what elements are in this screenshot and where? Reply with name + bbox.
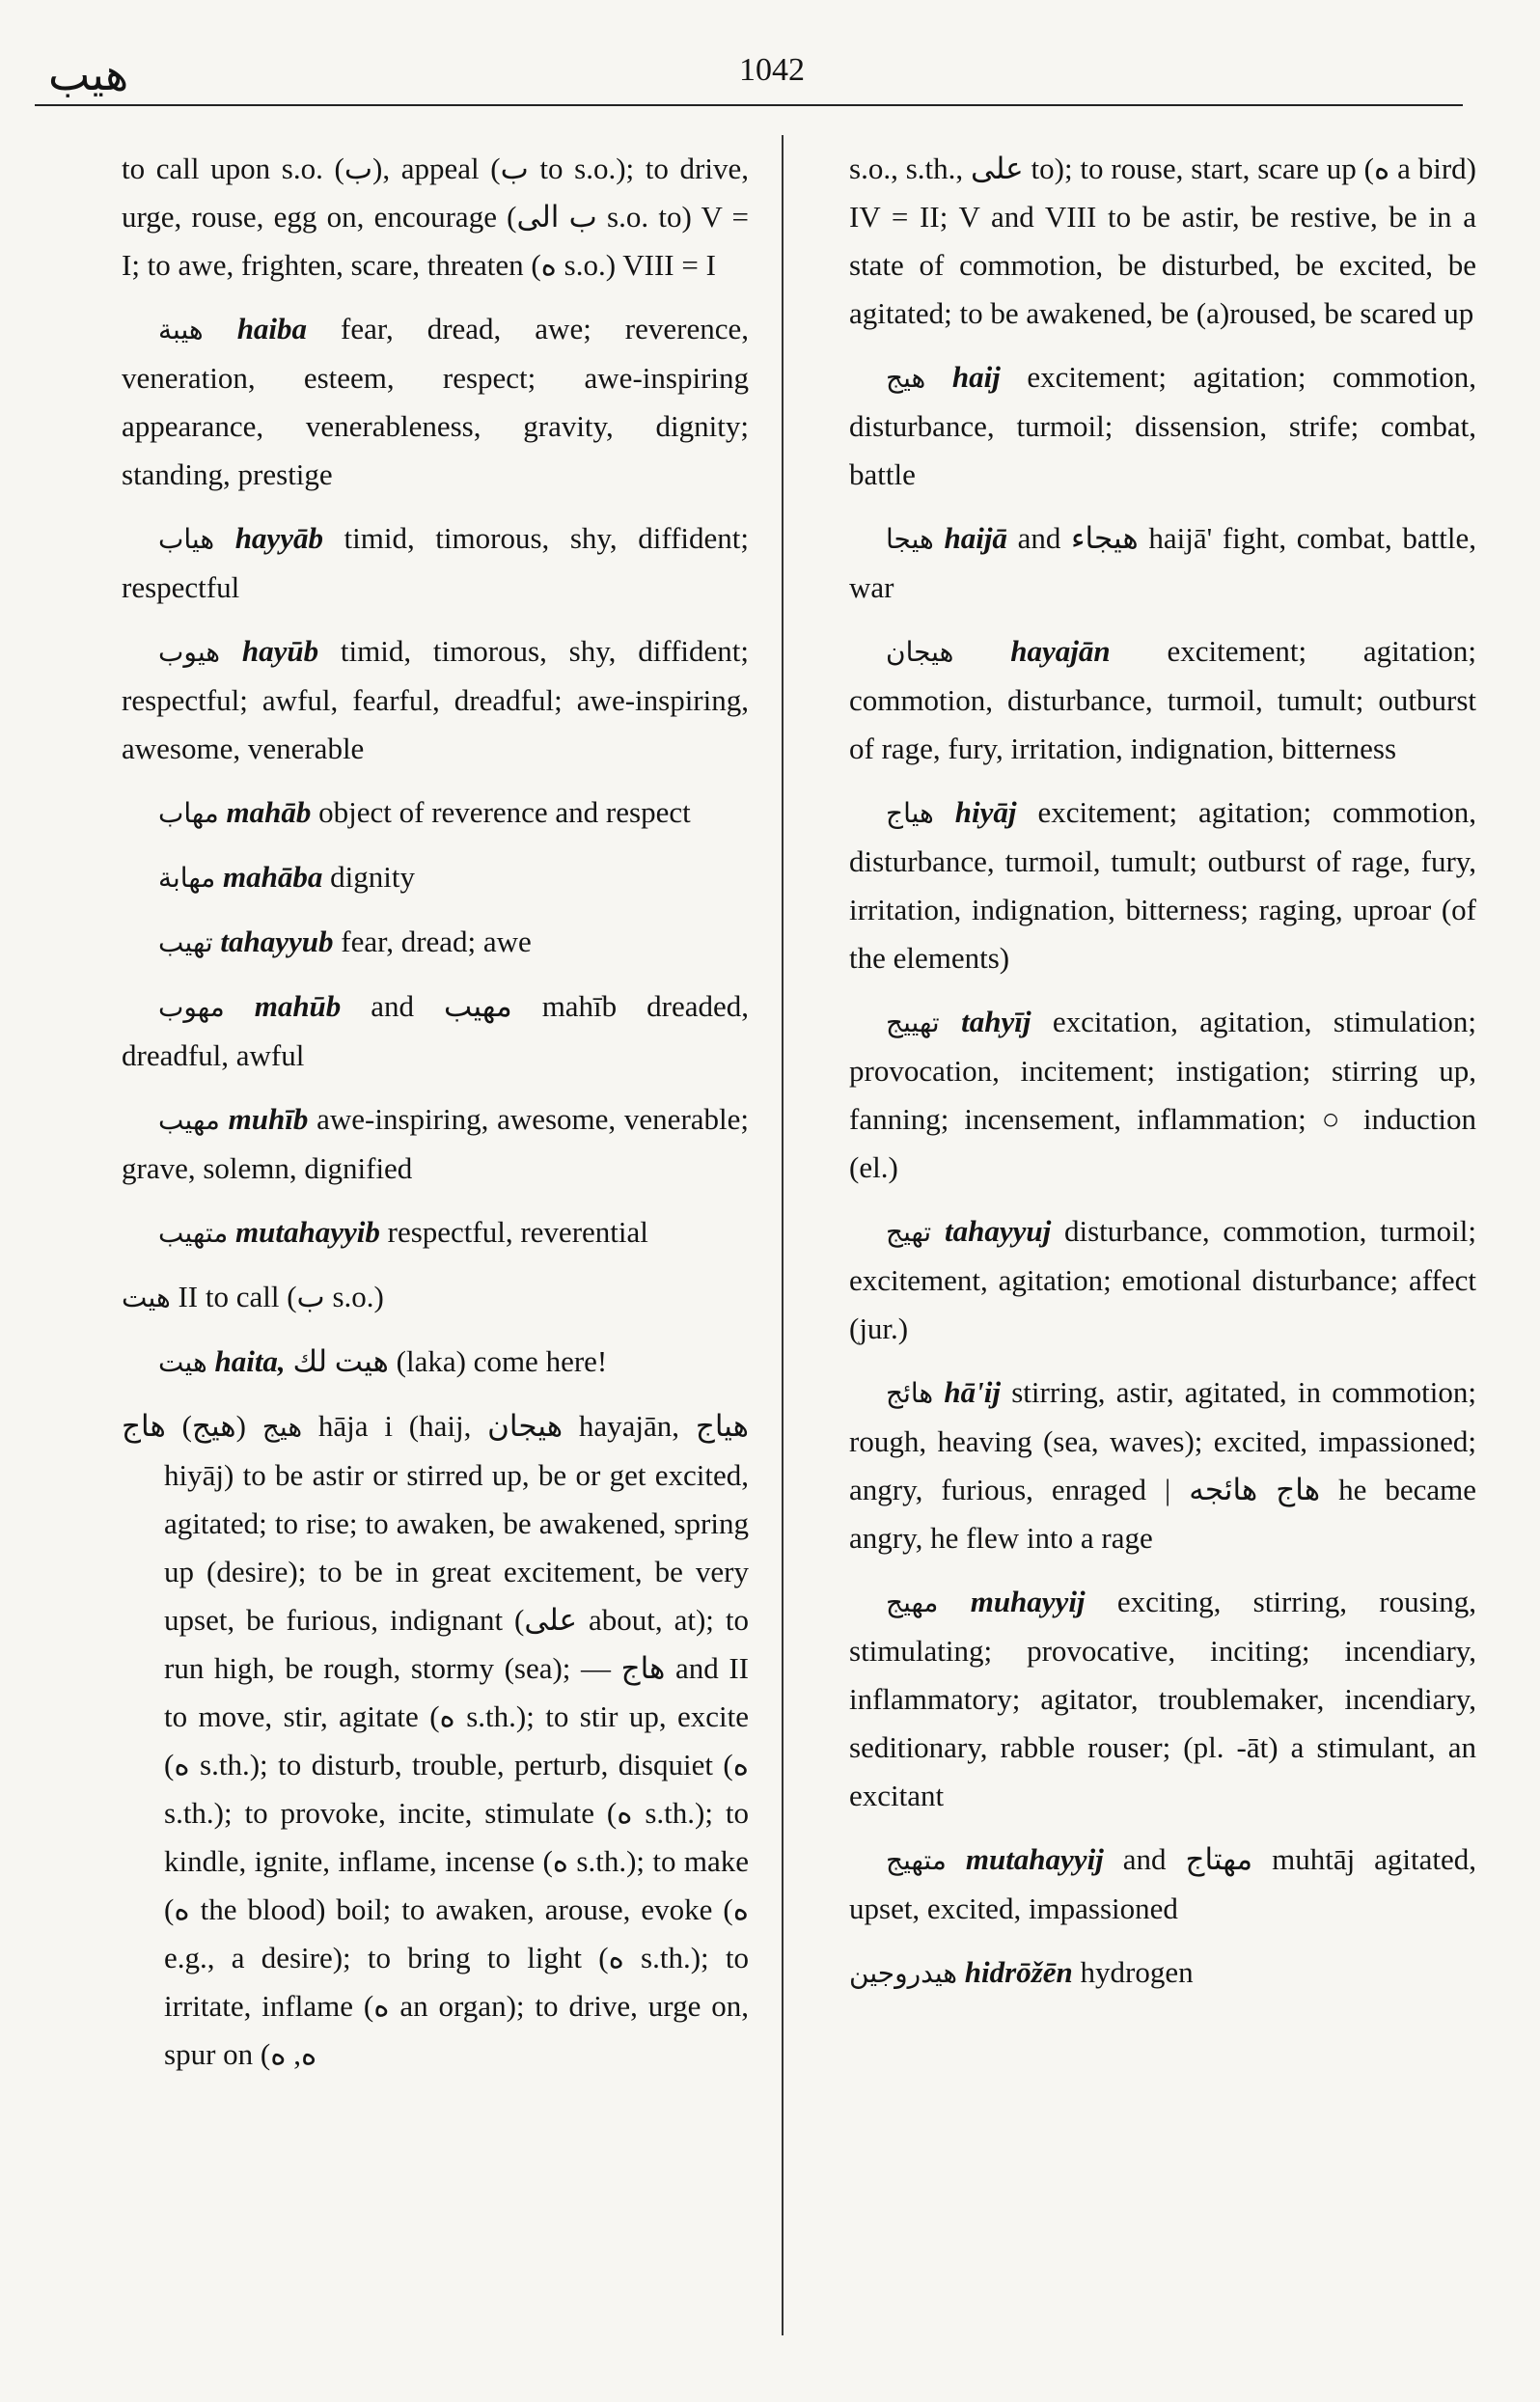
arabic-headword: متهيب xyxy=(158,1217,229,1249)
arabic-headword: مهيب xyxy=(158,1104,220,1136)
dictionary-entry xyxy=(849,627,1476,773)
arabic-headword: هيبة xyxy=(158,314,204,345)
dictionary-root-entry xyxy=(122,1273,749,1322)
entry-definition: (هيج) هاج hāja i (haij, هيجان hayajān, هياج hiyāj) to be astir or stirred up, be or get excited, agitated; to rise; to awaken, be awakened, spring up (desire); to be in great excitement, be very upset, be furious, indignant (على about, at); to run high, be rough, stormy (sea); — هاج and II to move, stir, agitate (ه s.th.); to stir up, excite (ه s.th.); to disturb, trouble, perturb, disquiet (ه s.th.); to provoke, incite, stimulate (ه s.th.); to kindle, ignite, inflame, incense (ه s.th.); to make (ه the blood) boil; to awaken, arouse, evoke (ه e.g., a desire); to bring to light (ه s.th.); to irritate, inflame (ه an organ); to drive, urge on, spur on (ه, ه xyxy=(122,1409,750,2071)
dictionary-entry xyxy=(849,514,1476,612)
entry-definition: II to call (ب s.o.) xyxy=(178,1280,384,1313)
arabic-root: هيدروجين xyxy=(849,1957,958,1989)
entry-definition: to call upon s.o. (ب), appeal (ب to s.o.); to drive, urge, rouse, egg on, encourage (ب الى s.o. to) V = I; to awe, frighten, scare, threaten (ه s.o.) VIII = I xyxy=(122,152,749,282)
transliteration: mutahayyij xyxy=(965,1842,1104,1876)
transliteration: tahayyuj xyxy=(945,1214,1052,1248)
dictionary-entry xyxy=(849,145,1476,338)
transliteration: hayajān xyxy=(1010,634,1111,668)
arabic-root: هيت xyxy=(122,1282,171,1313)
dictionary-entry xyxy=(122,1095,749,1193)
entry-definition: and مهتاج muhtāj agitated, upset, excited, impassioned xyxy=(849,1842,1477,1925)
entry-definition: timid, timorous, shy, diffident; respectful xyxy=(122,521,750,604)
transliteration: mahāba xyxy=(223,860,323,894)
dictionary-entry xyxy=(849,1836,1476,1933)
dictionary-entry xyxy=(849,788,1476,982)
entry-definition: هيت لك (laka) come here! xyxy=(292,1344,608,1378)
dictionary-root-entry xyxy=(849,1948,1476,1998)
dictionary-entry xyxy=(122,853,749,902)
arabic-headword: هيت xyxy=(158,1346,207,1378)
entry-definition: stirring, astir, agitated, in commotion; rough, heaving (sea, waves); excited, impassioned; angry, furious, enraged | هاج هائجه he became angry, he flew into a rage xyxy=(849,1375,1477,1555)
arabic-headword: تهيج xyxy=(886,1216,932,1248)
transliteration: haita, xyxy=(214,1344,286,1378)
arabic-headword: هياب xyxy=(158,523,215,555)
arabic-headword: مهابة xyxy=(158,862,216,894)
dictionary-entry xyxy=(849,1207,1476,1353)
entry-definition: exciting, stirring, rousing, stimulating; provocative, inciting; incendiary, inflammatory; agitator, troublemaker, incendiary, seditionary, rabble rouser; (pl. -āt) a stimulant, an excitant xyxy=(849,1585,1476,1812)
entry-definition: and مهيب mahīb dreaded, dreadful, awful xyxy=(122,989,749,1072)
transliteration: haiba xyxy=(236,312,308,345)
dictionary-root-entry xyxy=(122,1402,749,2079)
arabic-headword: مهوب xyxy=(158,991,225,1023)
entry-definition: object of reverence and respect xyxy=(318,795,691,829)
dictionary-entry xyxy=(122,1338,749,1387)
right-column xyxy=(849,145,1476,2013)
entry-definition: excitement; agitation; commotion, disturbance, turmoil, tumult; outburst of rage, fury, irritation, indignation, bitterness xyxy=(849,634,1477,765)
arabic-headword: تهييج xyxy=(886,1007,940,1038)
dictionary-entry xyxy=(122,788,749,838)
transliteration: hidrōžēn xyxy=(964,1955,1073,1989)
entry-definition: dignity xyxy=(330,860,415,894)
left-column xyxy=(122,145,749,2094)
transliteration: muhīb xyxy=(228,1102,309,1136)
arabic-headword: هيج xyxy=(886,362,926,394)
transliteration: mutahayyib xyxy=(235,1215,380,1249)
dictionary-entry xyxy=(122,1208,749,1257)
header-rule xyxy=(35,104,1463,106)
arabic-headword: مهاب xyxy=(158,797,219,829)
arabic-headword: هيجا xyxy=(886,523,934,555)
arabic-root: هيج xyxy=(261,1411,303,1443)
arabic-headword: هيوب xyxy=(158,636,221,668)
dictionary-entry xyxy=(849,998,1476,1192)
entry-definition: excitement; agitation; commotion, disturbance, turmoil, tumult; outburst of rage, fury, irritation, indignation, bitterness; raging, uproar (of the elements) xyxy=(849,795,1477,975)
dictionary-entry xyxy=(849,353,1476,499)
arabic-headword: هائج xyxy=(886,1377,934,1409)
entry-definition: awe-inspiring, awesome, venerable; grave, solemn, dignified xyxy=(122,1102,750,1185)
entry-definition: excitation, agitation, stimulation; provocation, incitement; instigation; stirring up, fanning; incensement, inflammation; ○ induction (el.) xyxy=(849,1005,1477,1184)
transliteration: hayūb xyxy=(241,634,319,668)
header-guide-word: هيب xyxy=(48,48,129,100)
dictionary-entry xyxy=(122,982,749,1080)
transliteration: mahūb xyxy=(254,989,342,1023)
entry-definition: disturbance, commotion, turmoil; excitement, agitation; emotional disturbance; affect (jur.) xyxy=(849,1214,1477,1345)
dictionary-entry xyxy=(122,145,749,290)
dictionary-entry xyxy=(122,918,749,967)
dictionary-entry xyxy=(122,514,749,612)
dictionary-entry xyxy=(849,1368,1476,1562)
transliteration: hā'ij xyxy=(944,1375,1001,1409)
transliteration: tahayyub xyxy=(220,925,334,958)
dictionary-entry xyxy=(849,1578,1476,1820)
arabic-headword: هياج xyxy=(886,797,934,829)
arabic-headword: مهيج xyxy=(886,1587,939,1618)
column-divider xyxy=(782,135,784,2335)
entry-definition: s.o., s.th., على to); to rouse, start, scare up (ه a bird) IV = II; V and VIII to be astir, be restive, be in a state of commotion, be disturbed, be excited, be agitated; to be awakened, be (a)roused, be scared up xyxy=(849,152,1476,330)
transliteration: hayyāb xyxy=(234,521,323,555)
transliteration: hiyāj xyxy=(954,795,1017,829)
transliteration: mahāb xyxy=(226,795,312,829)
entry-definition: respectful, reverential xyxy=(387,1215,648,1249)
transliteration: muhayyij xyxy=(970,1585,1086,1618)
dictionary-entry xyxy=(122,627,749,773)
transliteration: haijā xyxy=(944,521,1007,555)
arabic-headword: متهيج xyxy=(886,1844,947,1876)
entry-definition: and هيجاء haijā' fight, combat, battle, war xyxy=(849,521,1477,604)
page-number: 1042 xyxy=(739,52,805,88)
arabic-headword: هيجان xyxy=(886,636,954,668)
entry-definition: timid, timorous, shy, diffident; respectful; awful, fearful, dreadful; awe-inspiring, awesome, venerable xyxy=(122,634,750,765)
transliteration: tahyīj xyxy=(961,1005,1031,1038)
entry-definition: fear, dread, awe; reverence, veneration, esteem, respect; awe-inspiring appearance, venerableness, gravity, dignity; standing, prestige xyxy=(122,312,750,491)
entry-definition: hydrogen xyxy=(1080,1955,1194,1989)
dictionary-entry xyxy=(122,305,749,499)
entry-definition: excitement; agitation; commotion, disturbance, turmoil; dissension, strife; combat, battle xyxy=(849,360,1477,491)
entry-definition: fear, dread; awe xyxy=(341,925,532,958)
transliteration: haij xyxy=(951,360,1001,394)
arabic-headword: تهيب xyxy=(158,926,213,958)
